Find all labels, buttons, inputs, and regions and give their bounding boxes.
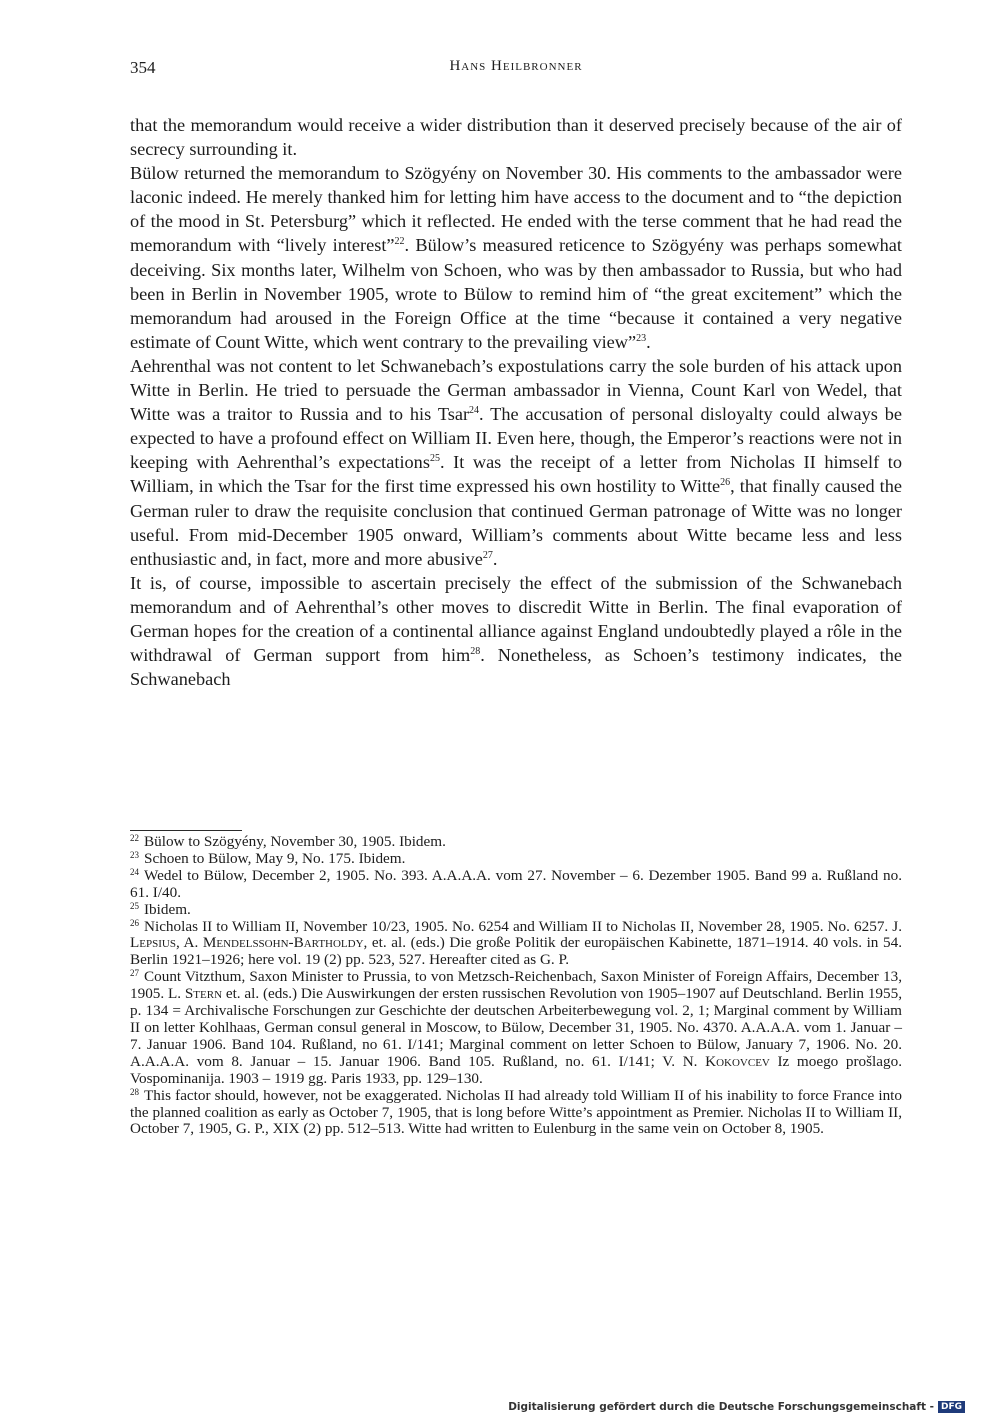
footnote-24 [130,868,902,902]
footnote-22 [130,834,902,851]
footnote-text: Count Vitzthum, Saxon Minister to Prussia, to von Metzsch-Reichenbach, Saxon Minister of Foreign Affairs, December 13, 1905. L. [130,968,902,1003]
footnote-number: 25 [130,900,139,911]
paragraph-3-text-d: , that finally caused the German ruler to draw the requisite conclusion that continued German patronage of Witte was no longer useful. From mid-December 1905 onward, William’s comments about Witte became less and less enthusiastic and, in fact, more and more abusive [130,476,902,569]
footnote-text: , et. al. (eds.) Die große Politik der europäischen Kabinette, 1871–1914. 40 vols. in 54. Berlin 1921–1926; here vol. 19 (2) pp. 523, 527. Hereafter cited as G. P. [130,934,902,969]
footnote-text: et. al. (eds.) Die Auswirkungen der ersten russischen Revolution von 1905–1907 auf Deutschland. Berlin 1955, p. 134 = Archivalische Forschungen zur Geschichte der deutschen Arbeiterbewegung vol. 2, 1; Marginal comment by William II on letter Kohlhaas, German consul general in Moscow, to Bülow, December 31, 1905. No. 4370. A.A.A.A. vom 1. Januar – 7. Januar 1906. Band 104. Rußland, no 61. I/141; Marginal comment on letter Schoen to Bülow, January 7, 1906. No. 20. A.A.A.A. vom 8. Januar – 15. Januar 1906. Band 105. Rußland, no. 61. I/141; V. N. [130,985,903,1070]
footnote-text: Schoen to Bülow, May 9, No. 175. Ibidem. [144,849,406,867]
footnote-separator [130,830,242,831]
footnote-number: 28 [130,1086,139,1097]
footnotes [130,834,902,1138]
running-head: Hans Heilbronner [449,58,583,74]
footnote-ref-28[interactable]: 28 [470,646,481,658]
footnote-number: 27 [130,968,139,979]
paragraph-3-text-a: Aehrenthal was not content to let Schwanebach’s expostulations carry the sole burden of his attack upon Witte in Berlin. He tried to persuade the German ambassador in Vienna, Count Karl von Wedel, that Witte was a traitor to Russia and to his Tsar [130,355,902,425]
footnote-text: Wedel to Bülow, December 2, 1905. No. 393. A.A.A.A. vom 27. November – 6. Dezember 1905. Band 99 a. Rußland no. 61. I/40. [130,866,902,901]
footnote-ref-23[interactable]: 23 [636,332,647,344]
paragraph-3 [130,354,902,571]
footnote-23 [130,851,902,868]
digitization-credit [508,1399,965,1415]
paragraph-2-text-b: . Bülow’s measured reticence to Szögyény was perhaps somewhat deceiving. Six months later, Wilhelm von Schoen, who was by then ambassador to Russia, but who had been in Berlin in November 1905, wrote to Bülow to remind him of “the great excitement” which the memorandum had aroused in the Foreign Office at the time “because it contained a very negative estimate of Count Witte, which went contrary to the prevailing view” [130,235,903,352]
footnote-ref-25[interactable]: 25 [429,453,440,465]
footnote-text: Bülow to Szögyény, November 30, 1905. Ibidem. [144,833,446,850]
credit-text: Digitalisierung gefördert durch die Deutsche Forschungsgemeinschaft - [508,1401,934,1413]
footnote-text: This factor should, however, not be exaggerated. Nicholas II had already told William II of his inability to force France into the planned coalition as early as October 7, 1905, that is long before Witte’s appointment as Premier. Nicholas II to William II, October 7, 1905, G. P., XIX (2) pp. 512–513. Witte had written to Eulenburg in the same vein on October 8, 1905. [130,1086,902,1138]
author-name: Lepsius [130,934,176,952]
footnote-26 [130,919,902,970]
footnote-number: 23 [130,849,139,860]
paragraph-4-text-b: . Nonetheless, as Schoen’s testimony indicates, the Schwanebach [130,645,902,690]
paragraph-4 [130,571,902,691]
paragraph-4-text-a: It is, of course, impossible to ascertain precisely the effect of the submission of the Schwanebach memorandum and of Aehrenthal’s other moves to discredit Witte in Berlin. The final evaporation of German hopes for the creation of a continental alliance against England undoubtedly played a rôle in the withdrawal of German support from him [130,572,902,666]
author-name: Mendelssohn-Bartholdy [202,934,364,952]
page-header [130,58,902,82]
page-number: 354 [130,58,156,77]
paragraph-2-text-a: Bülow returned the memorandum to Szögyény on November 30. His comments to the ambassador were laconic indeed. He merely thanked him for letting him have access to the document and to “the depiction of the mood in St. Petersburg” which it reflected. He ended with the terse comment that he had read the memorandum with “lively interest” [130,163,902,256]
footnote-number: 24 [130,866,139,877]
footnote-ref-27[interactable]: 27 [482,549,493,561]
paragraph-2-text-c: . [646,331,651,352]
footnote-ref-24[interactable]: 24 [469,405,480,417]
paragraph-3-text-b: . The accusation of personal disloyalty could always be expected to have a profound effect on William II. Even here, though, the Emperor’s reactions were not in keeping with Aehrenthal’s expectations [130,404,902,473]
footnote-text: Ibidem. [144,900,191,918]
main-text [130,113,902,691]
paragraph-1 [130,113,902,161]
author-name: Kokovcev [705,1052,770,1070]
footnote-text: , A. [175,934,203,952]
footnote-25 [130,902,902,919]
author-name: Stern [184,985,223,1003]
footnote-number: 26 [130,917,139,928]
footnote-number: 22 [130,833,139,843]
paragraph-1-text: that the memorandum would receive a wider distribution than it deserved precisely because of the air of secrecy surrounding it. [130,115,902,160]
footnote-28 [130,1088,902,1139]
paragraph-2 [130,161,902,354]
dfg-logo-icon: DFG [938,1401,965,1413]
footnote-ref-26[interactable]: 26 [720,477,731,489]
paragraph-3-text-c: . It was the receipt of a letter from Nicholas II himself to William, in which the Tsar for the first time expressed his own hostility to Witte [130,452,902,497]
footnote-27 [130,969,902,1087]
paragraph-3-text-e: . [492,548,498,569]
footnote-ref-22[interactable]: 22 [394,236,405,248]
footnote-text: Nicholas II to William II, November 10/23, 1905. No. 6254 and William II to Nicholas II, November 28, 1905. No. 6257. J. [144,917,902,935]
footnote-text: Iz moego prošlago. Vospominanija. 1903 – 1919 gg. Paris 1933, pp. 129–130. [130,1052,903,1087]
